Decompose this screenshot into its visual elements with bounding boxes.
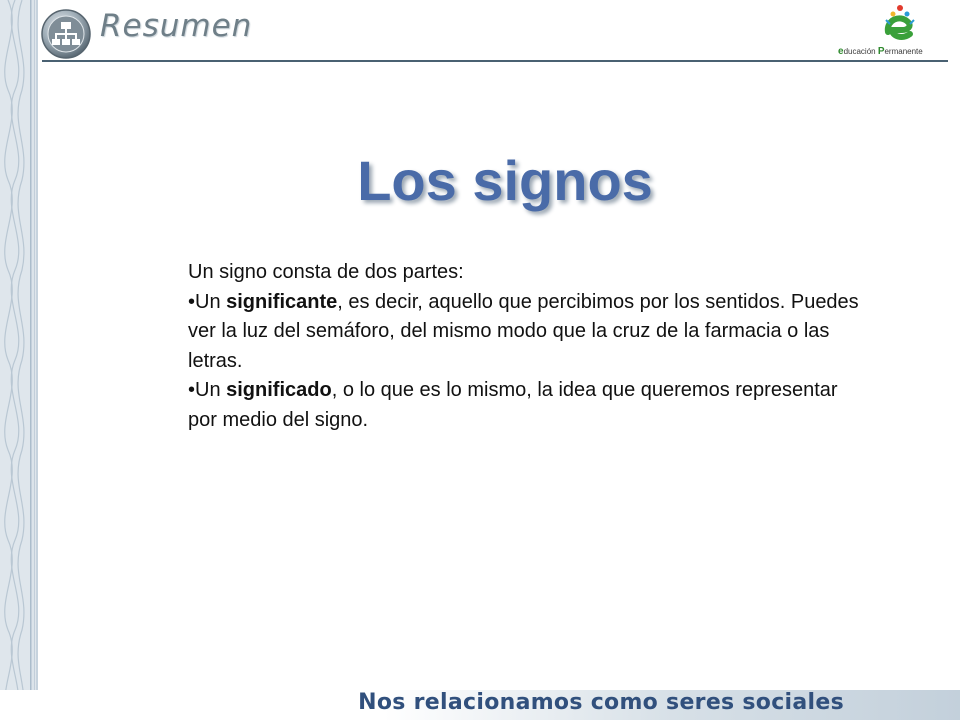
slide-title: Los signos	[357, 149, 653, 212]
swirl-pattern	[0, 0, 30, 720]
bullet-significado: •Un significado, o lo que es lo mismo, la idea que queremos representar por medio del signo.	[188, 379, 838, 431]
bullet-significante: •Un significante, es decir, aquello que percibimos por los sentidos. Puedes ver la luz del semáforo, del mismo modo que la cruz de la farmacia o las letras.	[188, 290, 859, 372]
footer-text: Nos relacionamos como seres sociales	[358, 690, 844, 715]
left-vertical-line	[36, 0, 38, 720]
header-divider	[42, 60, 948, 62]
slide-body	[188, 258, 868, 435]
section-title: Resumen	[100, 8, 253, 44]
intro-text: Un signo consta de dos partes:	[188, 261, 464, 283]
sitemap-icon	[40, 8, 92, 60]
term-significante: significante	[226, 290, 338, 313]
logo-caption: educación Permanente	[838, 46, 923, 57]
left-vertical-bar	[30, 0, 35, 720]
term-significado: significado	[226, 379, 332, 401]
